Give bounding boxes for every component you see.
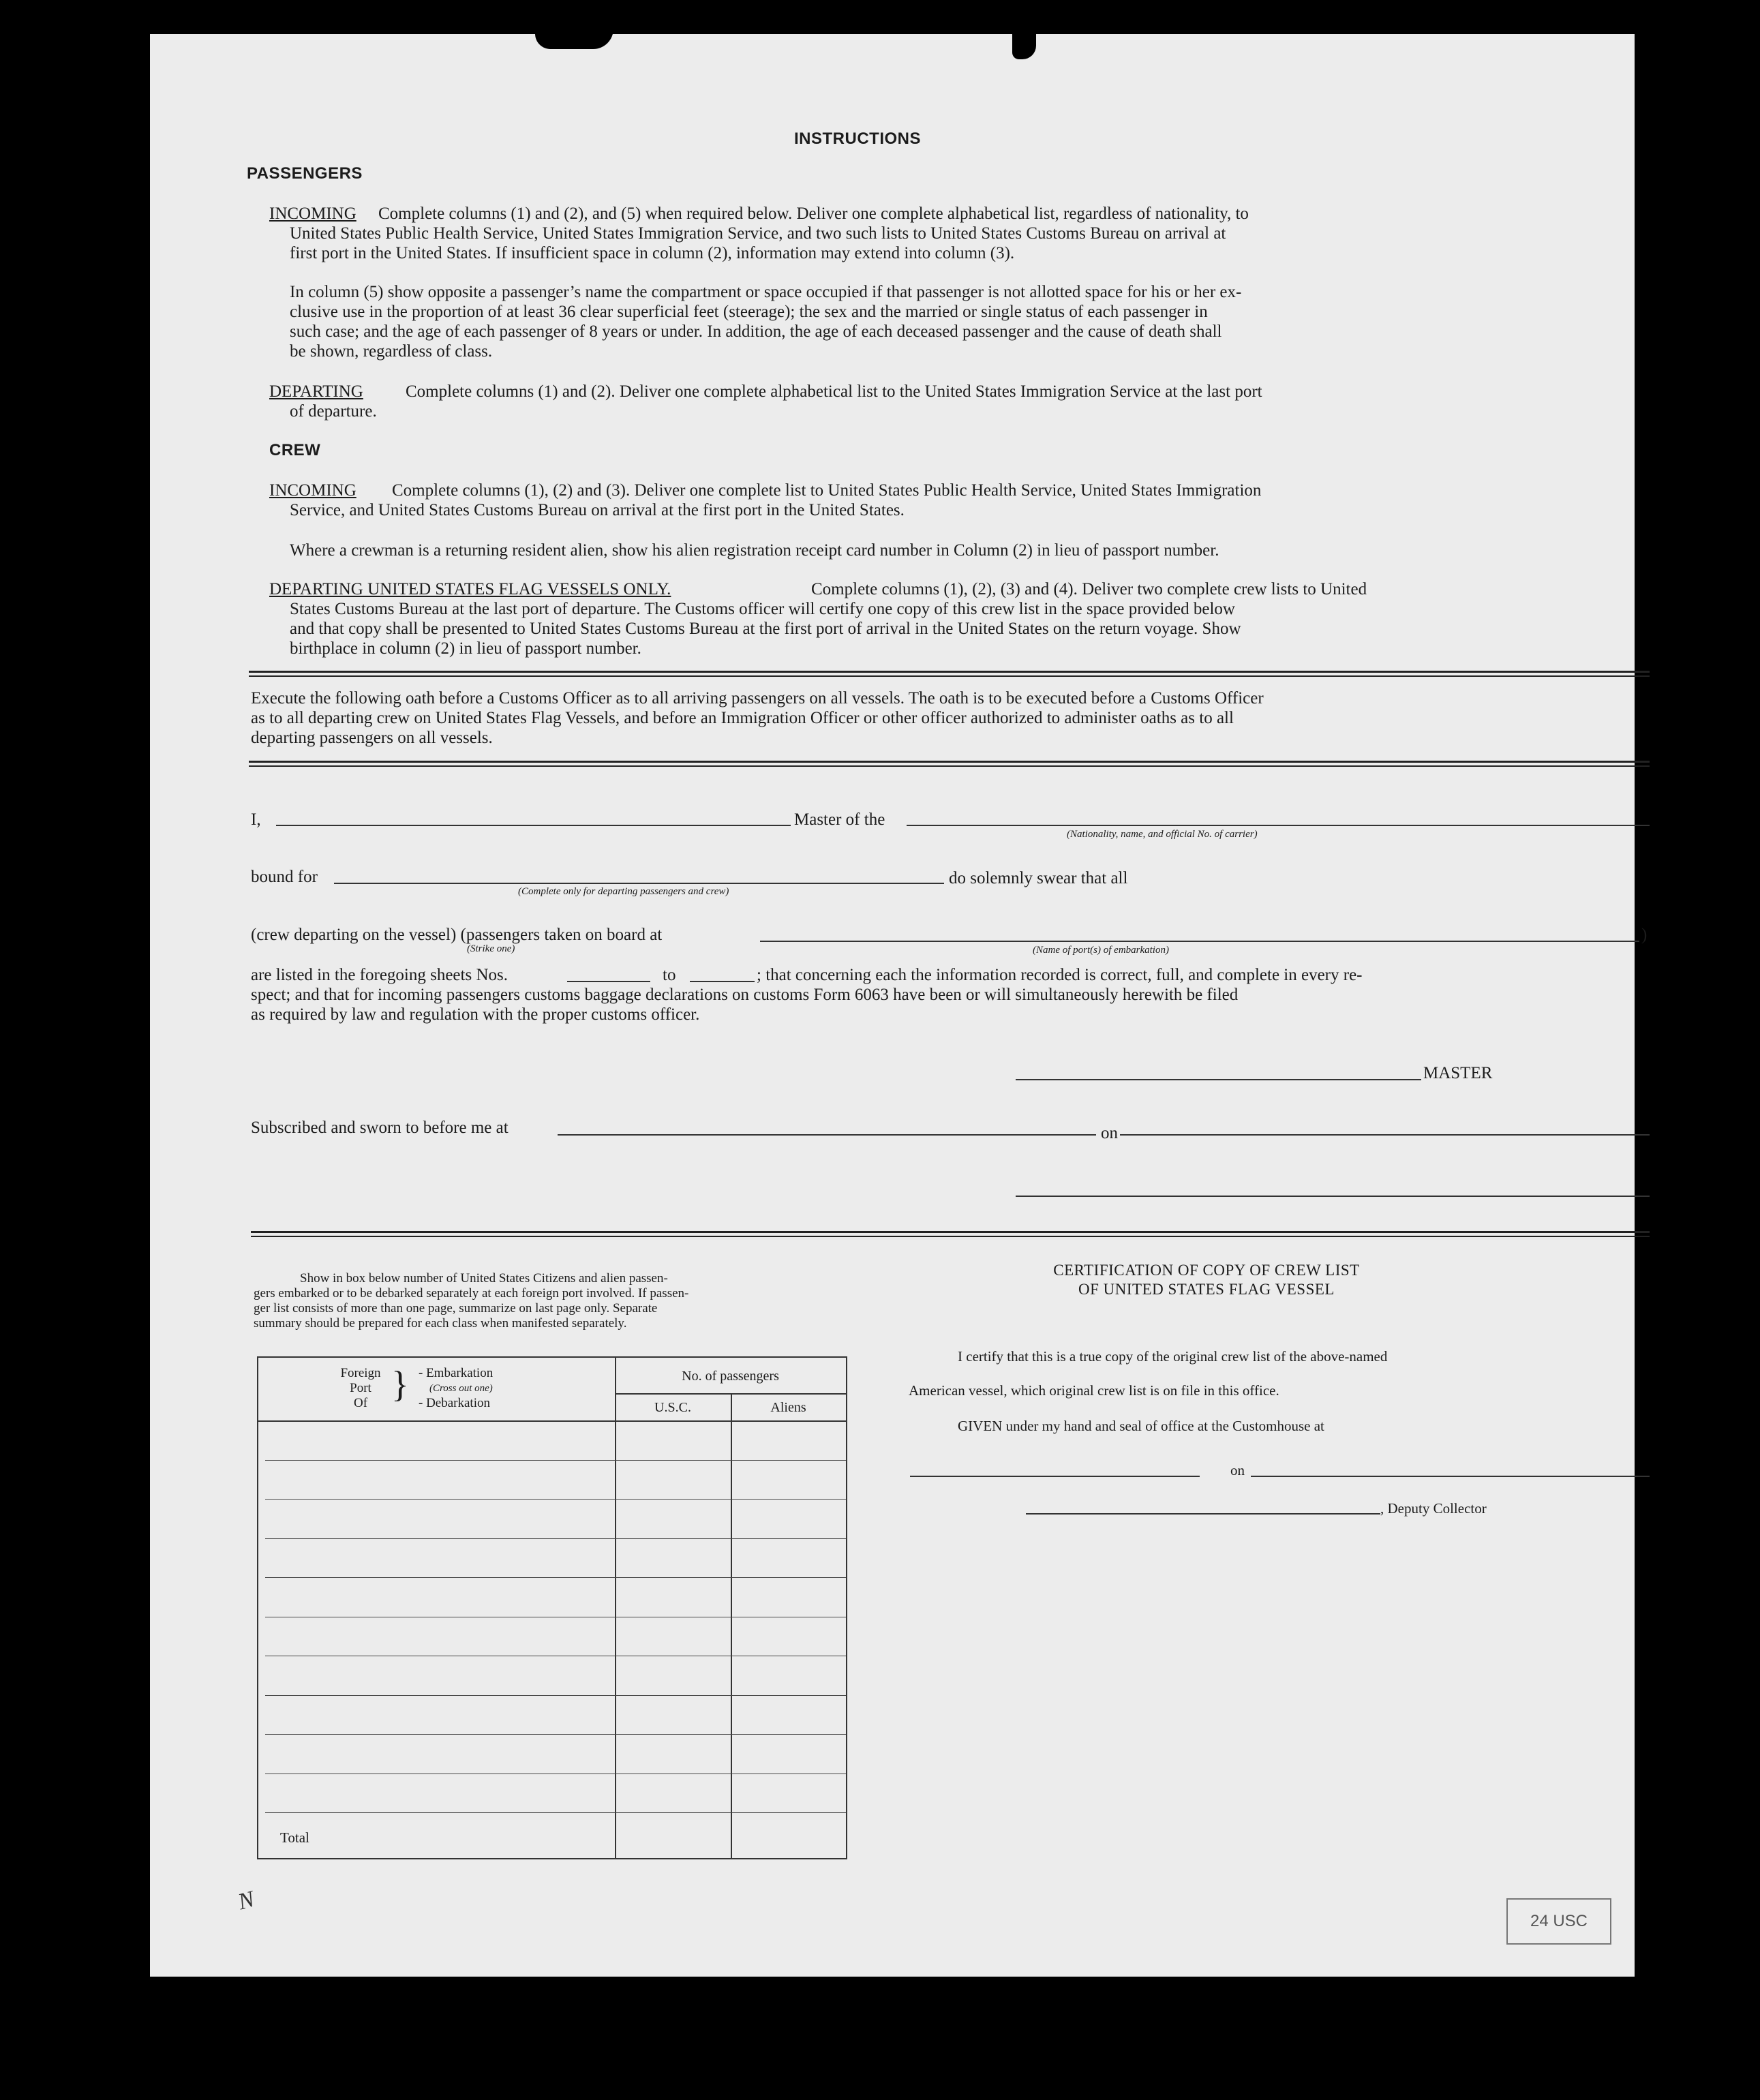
passengers-departing-line-1: Complete columns (1) and (2). Deliver one complete alphabetical list to the United States Immigration Service at the last port — [406, 382, 1262, 401]
passengers-incoming-line-1: Complete columns (1) and (2), and (5) when required below. Deliver one complete alphabetical list, regardless of nationality, to — [378, 204, 1249, 223]
master-name-field[interactable] — [276, 825, 791, 826]
column5-line-2: clusive use in the proportion of at least 36 clear superficial feet (steerage); the sex and the married or single status of each passenger in — [290, 303, 1208, 321]
listed-to-label: to — [663, 966, 676, 984]
crew-departing-line-4: birthplace in column (2) in lieu of passport number. — [290, 639, 641, 658]
certify-line-1: I certify that this is a true copy of the original crew list of the above-named — [958, 1348, 1388, 1365]
port-caption: (Name of port(s) of embarkation) — [1033, 945, 1169, 956]
table-row[interactable] — [265, 1734, 846, 1735]
table-row[interactable] — [265, 1460, 846, 1461]
crew-departing-line-3: and that copy shall be presented to United States Customs Bureau at the first port of arrival in the United States on the return voyage. Show — [290, 620, 1241, 638]
listed-line-1: ; that concerning each the information recorded is correct, full, and complete in every re- — [757, 966, 1363, 984]
crew-incoming-line-1: Complete columns (1), (2) and (3). Deliver one complete list to United States Public Health Service, United States Immigration — [392, 481, 1262, 500]
column5-line-3: such case; and the age of each passenger of 8 years or under. In addition, the age of each deceased passenger and the cause of death shall — [290, 322, 1222, 341]
table-row[interactable] — [265, 1538, 846, 1539]
crew-departing-label: DEPARTING UNITED STATES FLAG VESSELS ONLY. — [269, 580, 671, 598]
crew-heading: CREW — [269, 441, 321, 459]
crew-departing-line-1: Complete columns (1), (2), (3) and (4). Deliver two complete crew lists to United — [811, 580, 1367, 598]
embarkation-options[interactable] — [419, 1366, 493, 1411]
passengers-incoming-line-3: first port in the United States. If insufficient space in column (2), information may extend into column (3). — [290, 244, 1015, 262]
nationality-caption: (Nationality, name, and official No. of carrier) — [1067, 829, 1258, 840]
torn-edge — [535, 29, 613, 49]
brace: } — [391, 1364, 409, 1405]
listed-line-2: spect; and that for incoming passengers customs baggage declarations on customs Form 6063 have been or will simultaneously herewith be filed — [251, 986, 1239, 1004]
oath-intro-line-1: Execute the following oath before a Customs Officer as to all arriving passengers on all vessels. The oath is to be executed before a Customs Officer — [251, 689, 1264, 707]
master-signature-field[interactable] — [1016, 1079, 1421, 1080]
embarkation-label: - Embarkation — [419, 1366, 494, 1380]
swear-label: do solemnly swear that all — [949, 869, 1128, 887]
form-page — [150, 34, 1648, 1977]
oath-intro-line-3: departing passengers on all vessels. — [251, 729, 493, 747]
table-row[interactable] — [265, 1499, 846, 1500]
crew-resident-line: Where a crewman is a returning resident alien, show his alien registration receipt card number in Column (2) in lieu of passport number. — [290, 541, 1219, 560]
torn-edge — [1012, 29, 1036, 59]
deputy-collector-label: , Deputy Collector — [1380, 1500, 1487, 1517]
listed-line-3: as required by law and regulation with the proper customs officer. — [251, 1005, 700, 1024]
divider — [249, 671, 1650, 677]
sheet-from-field[interactable] — [567, 981, 650, 982]
column5-line-4: be shown, regardless of class. — [290, 342, 493, 361]
carrier-field[interactable] — [907, 825, 1650, 826]
oath-intro-line-2: as to all departing crew on United States Flag Vessels, and before an Immigration Officer or other officer authorized to administer oaths as to all — [251, 709, 1234, 727]
corner-handwritten-mark: N — [235, 1886, 257, 1915]
officer-signature-field[interactable] — [1016, 1196, 1650, 1197]
passengers-incoming-label: INCOMING — [269, 204, 356, 223]
passengers-heading: PASSENGERS — [247, 164, 363, 183]
bound-for-label: bound for — [251, 868, 318, 886]
certify-on-label: on — [1230, 1462, 1245, 1478]
listed-label: are listed in the foregoing sheets Nos. — [251, 966, 508, 984]
summary-line-3: ger list consists of more than one page, summarize on last page only. Separate — [254, 1301, 658, 1315]
summary-table — [257, 1356, 847, 1859]
crew-incoming-label: INCOMING — [269, 481, 356, 500]
bound-caption: (Complete only for departing passengers and crew) — [518, 886, 729, 897]
aliens-header: Aliens — [770, 1400, 806, 1415]
divider — [249, 761, 1650, 767]
bound-for-field[interactable] — [334, 883, 944, 884]
table-row[interactable] — [265, 1812, 846, 1813]
deputy-signature-field[interactable] — [1026, 1513, 1380, 1515]
certify-line-3: GIVEN under my hand and seal of office at the Customhouse at — [958, 1418, 1324, 1434]
subscribed-date-field[interactable] — [1120, 1134, 1650, 1136]
summary-line-1: Show in box below number of United States Citizens and alien passen- — [300, 1271, 668, 1285]
foreign-port-header: Foreign Port Of — [340, 1366, 381, 1410]
no-of-passengers-header: No. of passengers — [682, 1369, 779, 1384]
crew-departing-strike-label: (crew departing on the vessel) (passengers taken on board at — [251, 926, 663, 944]
passengers-departing-label: DEPARTING — [269, 382, 363, 401]
strike-one-caption: (Strike one) — [467, 943, 515, 954]
oath-i-label: I, — [251, 810, 261, 829]
passengers-departing-line-2: of departure. — [290, 402, 377, 421]
passengers-incoming-line-2: United States Public Health Service, United States Immigration Service, and two such lists to United States Customs Bureau on arrival at — [290, 224, 1226, 243]
certify-date-field[interactable] — [1251, 1476, 1650, 1477]
usc-stamp: 24 USC — [1506, 1898, 1611, 1945]
total-label: Total — [280, 1829, 309, 1846]
summary-line-2: gers embarked or to be debarked separately at each foreign port involved. If passen- — [254, 1286, 689, 1300]
subscribed-place-field[interactable] — [558, 1134, 1096, 1136]
master-label: MASTER — [1423, 1064, 1493, 1082]
summary-line-4: summary should be prepared for each class when manifested separately. — [254, 1316, 627, 1330]
column5-line-1: In column (5) show opposite a passenger’s name the compartment or space occupied if that passenger is not allotted space for his or her ex- — [290, 283, 1242, 301]
divider — [251, 1231, 1650, 1237]
cross-out-label: (Cross out one) — [429, 1383, 493, 1394]
table-row[interactable] — [265, 1577, 846, 1578]
certification-title: CERTIFICATION OF COPY OF CREW LIST OF UNITED STATES FLAG VESSEL — [1053, 1262, 1360, 1298]
master-of-label: Master of the — [794, 810, 885, 829]
usc-header: U.S.C. — [654, 1400, 691, 1415]
crew-departing-line-2: States Customs Bureau at the last port of departure. The Customs officer will certify one copy of this crew list in the space provided below — [290, 600, 1235, 618]
subscribed-label: Subscribed and sworn to before me at — [251, 1119, 509, 1137]
page-title: INSTRUCTIONS — [794, 130, 921, 148]
customhouse-field[interactable] — [910, 1476, 1200, 1477]
certify-line-2: American vessel, which original crew list is on file in this office. — [909, 1382, 1279, 1399]
close-paren: ) — [1641, 926, 1648, 944]
table-row[interactable] — [265, 1695, 846, 1696]
crew-incoming-line-2: Service, and United States Customs Bureau on arrival at the first port in the United States. — [290, 501, 905, 519]
embarkation-port-field[interactable] — [760, 941, 1639, 942]
subscribed-on-label: on — [1101, 1124, 1118, 1142]
sheet-to-field[interactable] — [690, 981, 755, 982]
debarkation-label: - Debarkation — [419, 1396, 490, 1410]
